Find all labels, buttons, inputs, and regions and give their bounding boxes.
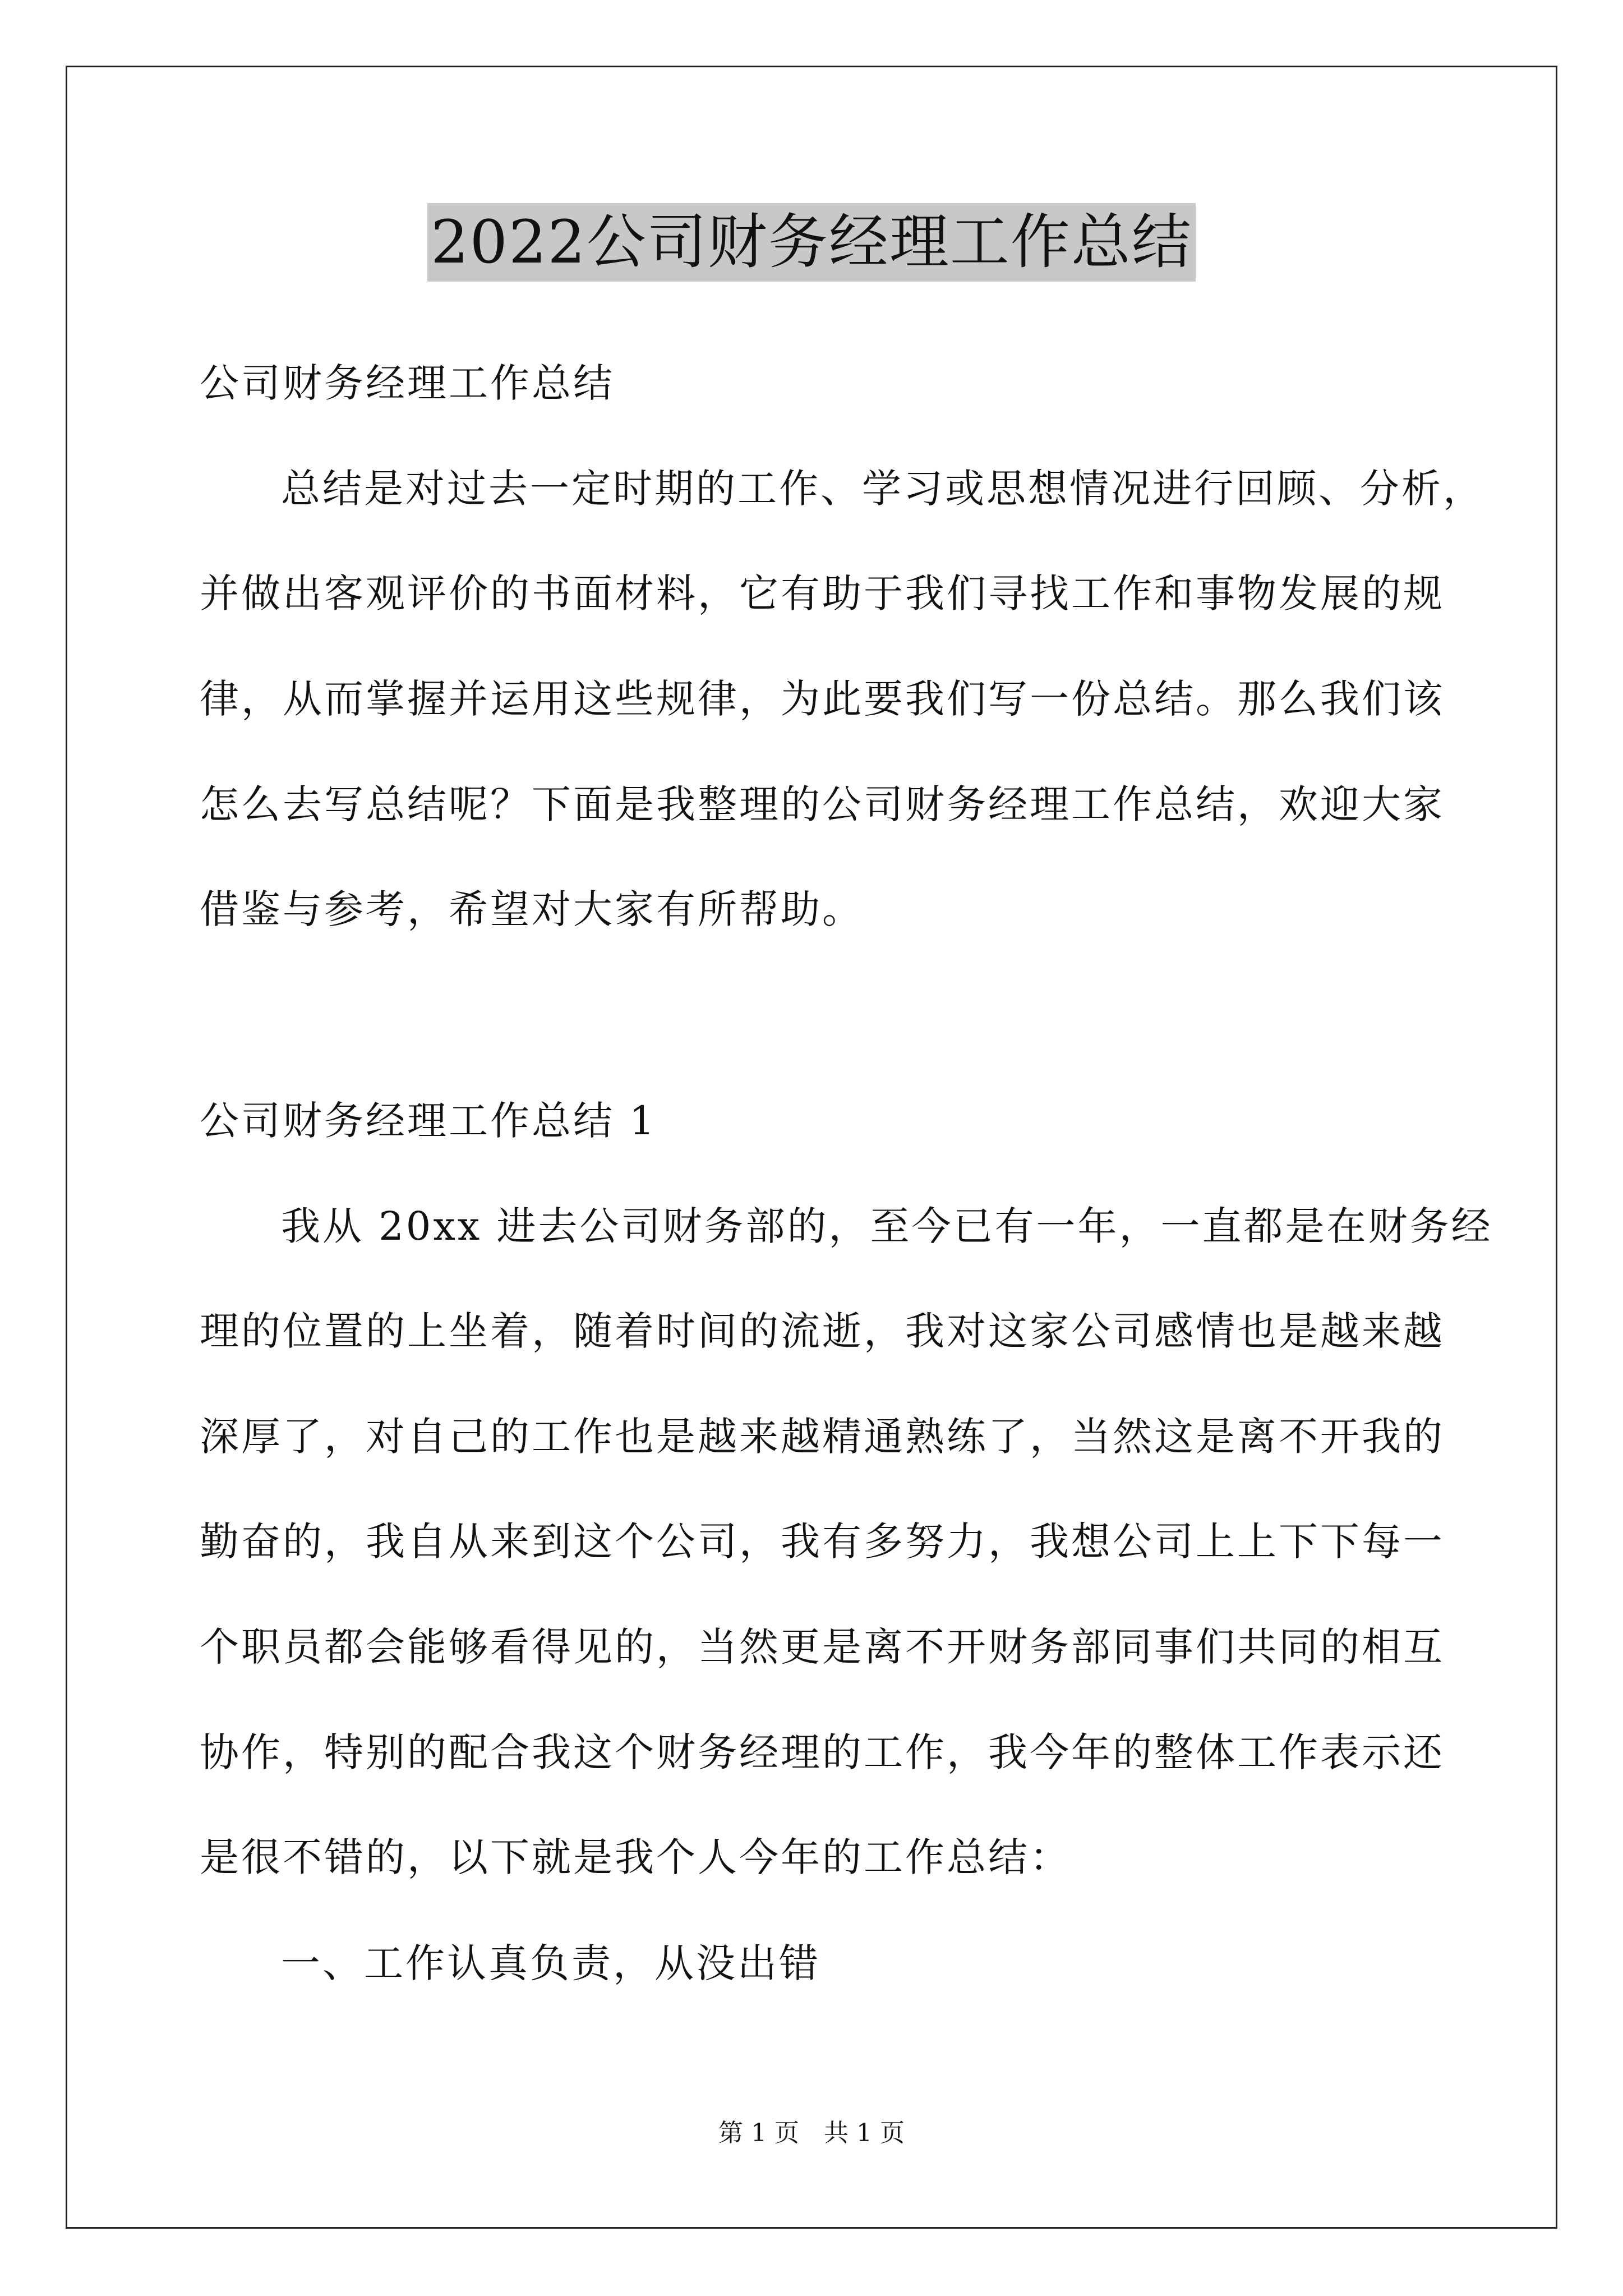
section-line: 深厚了，对自己的工作也是越来越精通熟练了，当然这是离不开我的 xyxy=(200,1414,1445,1460)
intro-line: 总结是对过去一定时期的工作、学习或思想情况进行回顾、分析， xyxy=(281,466,1484,512)
section-line: 勤奋的，我自从来到这个公司，我有多努力，我想公司上上下下每一 xyxy=(200,1519,1445,1565)
page-footer xyxy=(0,2116,1623,2150)
section-line: 协作，特别的配合我这个财务经理的工作，我今年的整体工作表示还 xyxy=(200,1729,1445,1775)
item-heading: 一、工作认真负责，从没出错 xyxy=(281,1940,820,1986)
intro-line: 借鉴与参考，希望对大家有所帮助。 xyxy=(200,886,864,932)
document-title: 2022公司财务经理工作总结 xyxy=(427,203,1196,282)
section-line: 个职员都会能够看得见的，当然更是离不开财务部同事们共同的相互 xyxy=(200,1624,1445,1670)
page-number: 第 1 页 共 1 页 xyxy=(718,2119,905,2147)
intro-line: 怎么去写总结呢？下面是我整理的公司财务经理工作总结，欢迎大家 xyxy=(200,781,1445,827)
section-line: 我从 20xx 进去公司财务部的，至今已有一年，一直都是在财务经 xyxy=(281,1203,1493,1249)
subtitle: 公司财务经理工作总结 xyxy=(200,360,615,406)
intro-line: 律，从而掌握并运用这些规律，为此要我们写一份总结。那么我们该 xyxy=(200,676,1445,722)
section-line: 是很不错的，以下就是我个人今年的工作总结： xyxy=(200,1834,1071,1880)
section-line: 理的位置的上坐着，随着时间的流逝，我对这家公司感情也是越来越 xyxy=(200,1308,1445,1354)
document-body xyxy=(200,0,1493,2296)
section-heading: 公司财务经理工作总结 1 xyxy=(200,1098,657,1144)
intro-line: 并做出客观评价的书面材料，它有助于我们寻找工作和事物发展的规 xyxy=(200,570,1445,616)
